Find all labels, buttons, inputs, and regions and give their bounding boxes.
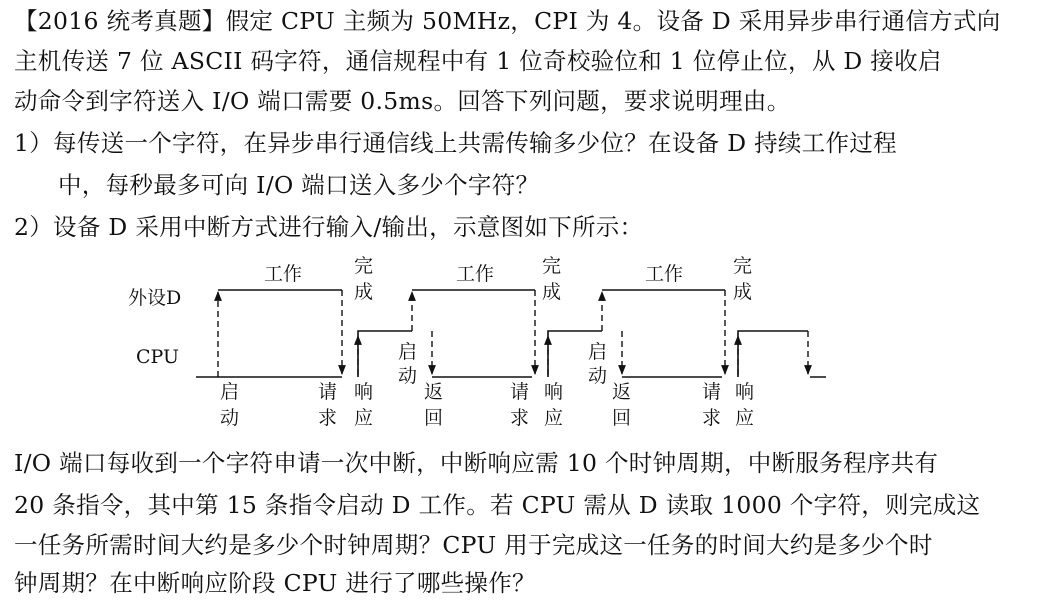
start-label: 动 (588, 365, 608, 387)
cpu-waveform (196, 331, 826, 377)
start-label: 启 (220, 381, 240, 403)
respond-label: 应 (735, 407, 755, 429)
done-label: 成 (354, 281, 374, 303)
request-label: 请 (510, 381, 530, 403)
return-label: 返 (424, 381, 444, 403)
done-label: 完 (733, 255, 753, 277)
request-label: 求 (702, 407, 722, 429)
cpu-label: CPU (136, 346, 180, 368)
question-2-intro: 2）设备 D 采用中断方式进行输入/输出，示意图如下所示： (14, 213, 644, 241)
question-2-line-3: 一任务所需时间大约是多少个时钟周期？CPU 用于完成这一任务的时间大约是多少个时 (14, 531, 933, 559)
respond-label: 响 (354, 381, 374, 403)
question-2-line-4: 钟周期？在中断响应阶段 CPU 进行了哪些操作？ (14, 569, 536, 597)
done-label: 完 (542, 255, 562, 277)
request-label: 求 (510, 407, 530, 429)
problem-line-1: 【2016 统考真题】假定 CPU 主频为 50MHz，CPI 为 4。设备 D 采用异步串行通信方式向 (14, 7, 1001, 35)
device-label: 外设D (128, 287, 182, 309)
start-label: 启 (588, 341, 608, 363)
work-label: 工作 (456, 263, 495, 285)
return-label: 回 (424, 407, 444, 429)
respond-label: 响 (544, 381, 564, 403)
question-1-line-1: 1）每传送一个字符，在异步串行通信线上共需传输多少位？在设备 D 持续工作过程 (14, 129, 897, 157)
done-label: 完 (354, 255, 374, 277)
request-label: 请 (318, 381, 338, 403)
interrupt-timing-diagram (0, 250, 1041, 440)
problem-line-2: 主机传送 7 位 ASCII 码字符，通信规程中有 1 位奇校验位和 1 位停止位，从 D 接收启 (14, 47, 942, 75)
question-2-line-2: 20 条指令，其中第 15 条指令启动 D 工作。若 CPU 需从 D 读取 1000 个字符，则完成这 (14, 491, 981, 519)
return-label: 回 (612, 407, 632, 429)
respond-label: 应 (354, 407, 374, 429)
done-label: 成 (542, 281, 562, 303)
respond-label: 应 (544, 407, 564, 429)
question-2-line-1: I/O 端口每收到一个字符申请一次中断，中断响应需 10 个时钟周期，中断服务程序共有 (14, 449, 939, 477)
start-label: 启 (398, 341, 418, 363)
work-label: 工作 (264, 263, 303, 285)
problem-line-3: 动命令到字符送入 I/O 端口需要 0.5ms。回答下列问题，要求说明理由。 (14, 87, 791, 115)
start-label: 动 (398, 365, 418, 387)
done-label: 成 (733, 281, 753, 303)
start-label: 动 (220, 407, 240, 429)
request-label: 求 (318, 407, 338, 429)
request-label: 请 (702, 381, 722, 403)
return-label: 返 (612, 381, 632, 403)
respond-label: 响 (735, 381, 755, 403)
question-1-line-2: 中，每秒最多可向 I/O 端口送入多少个字符？ (58, 171, 540, 199)
work-label: 工作 (645, 263, 684, 285)
